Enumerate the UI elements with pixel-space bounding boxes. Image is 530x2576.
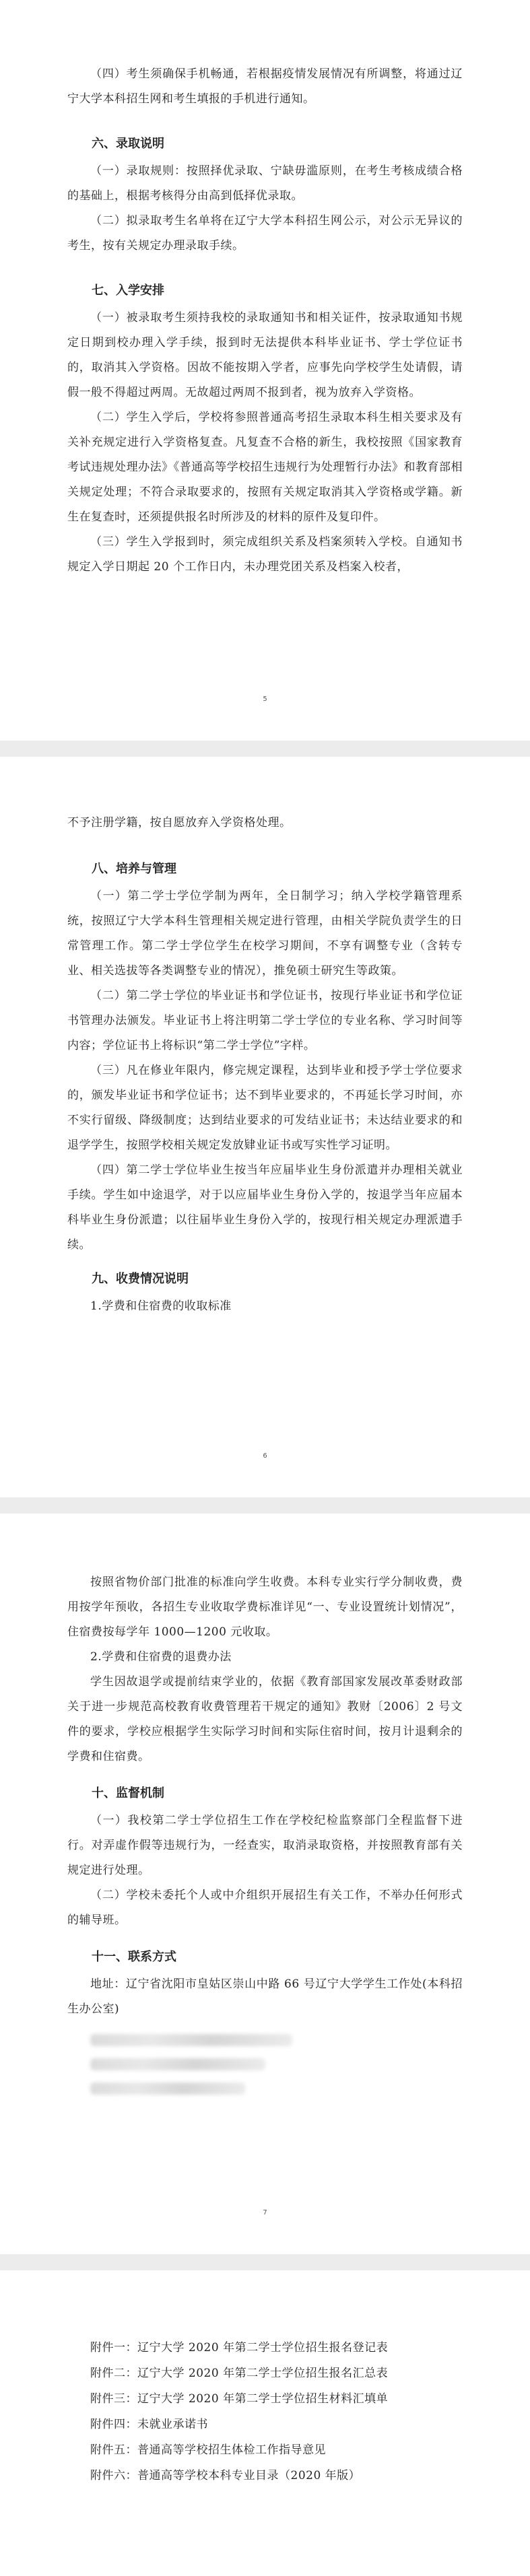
redacted-contact-line (90, 2058, 265, 2070)
paragraph-training-1: （一）第二学士学位学制为两年，全日制学习；纳入学校学籍管理系统，按照辽宁大学本科生管理相关规定进行管理，由相关学院负责学生的日常管理工作。第二学士学位学生在校学习期间，不享有调整专业（含转专业、相关选拔等各类调整专业的情况），推免硕士研究生等政策。 (67, 889, 463, 978)
section-title-contact: 十一、联系方式 (92, 1950, 176, 1964)
paragraph-enrollment-1: （一）被录取考生须持我校的录取通知书和相关证件，按录取通知书规定日期到校办理入学手续，报到时无法提供本科毕业证书、学士学位证书的，取消其入学资格。因故不能按期入学者，应事先向学校学生处请假，请假一般不得超过两周。无故超过两周不报到者，视为放弃入学资格。 (67, 311, 463, 399)
attachment-list (67, 2335, 463, 2488)
paragraph-training-4: （四）第二学士学位毕业生按当年应届毕业生身份派遣并办理相关就业手续。学生如中途退学，对于以应届毕业生身份入学的，按退学当年应届本科毕业生身份派遣；以往届毕业生身份入学的，按现行相关规定办理派遣手续。 (67, 1163, 463, 1252)
page-content (67, 62, 463, 580)
paragraph-admission-list: （二）拟录取考生名单将在辽宁大学本科招生网公示，对公示无异议的考生，按有关规定办理录取手续。 (67, 214, 463, 252)
section-title-training: 八、培养与管理 (92, 862, 176, 876)
paragraph-refund-title: 2.学费和住宿费的退费办法 (90, 1650, 232, 1664)
paragraph-supervision-1: （一）我校第二学士学位招生工作在学校纪检监察部门全程监督下进行。对弄虚作假等违规行为，一经查实，取消录取资格，并按照教育部有关规定进行处理。 (67, 1814, 463, 1877)
paragraph-enrollment-3: （三）学生入学报到时，须完成组织关系及档案须转入学校。自通知书规定入学日期起 20 个工作日内，未办理党团关系及档案入校者， (67, 535, 463, 574)
page-content (67, 811, 463, 1319)
document-page-6 (0, 757, 530, 1497)
redacted-contact-line (90, 2082, 245, 2095)
attachment-item: 附件二：辽宁大学 2020 年第二学士学位招生报名汇总表 (90, 2367, 389, 2380)
paragraph-continuation: 不予注册学籍，按自愿放弃入学资格处理。 (67, 816, 292, 829)
paragraph-training-2: （二）第二学士学位的毕业证书和学位证书，按现行毕业证书和学位证书管理办法颁发。毕业证书上将注明第二学士学位的专业名称、学习时间等内容；学位证书上将标识“第二学士学位”字样。 (67, 989, 463, 1052)
page-number: 7 (263, 2209, 267, 2216)
paragraph-enrollment-2: （二）学生入学后，学校将参照普通高考招生录取本科生相关要求及有关补充规定进行入学资格复查。凡复查不合格的新生，我校按照《国家教育考试违规处理办法》《普通高等学校招生违规行为处理暂行办法》和教育部相关规定处理；不符合录取要求的，按照有关规定取消其入学资格或学籍。新生在复查时，还须提供报名时所涉及的材料的原件及复印件。 (67, 411, 463, 524)
paragraph-refund-body: 学生因故退学或提前结束学业的，依据《教育部国家发展改革委财政部关于进一步规范高校教育收费管理若干规定的通知》教财〔2006〕2 号文件的要求，学校应根据学生实际学习时间和实际住宿时间，按月计退剩余的学费和住宿费。 (67, 1675, 463, 1763)
paragraph-contact-address: 地址：辽宁省沈阳市皇姑区崇山中路 66 号辽宁大学学生工作处(本科招生办公室) (67, 1977, 463, 2016)
paragraph-fee-standard: 1.学费和住宿费的收取标准 (90, 1299, 232, 1313)
redacted-contact-line (90, 2034, 292, 2046)
attachment-item: 附件五：普通高等学校招生体检工作指导意见 (90, 2443, 326, 2457)
paragraph-fee-standard-body: 按照省物价部门批准的标准向学生收费。本科专业实行学分制收费，费用按学年预收，各招生专业收取学费标准详见“一、专业设置统计划情况”，住宿费按每学年 1000—1200 元收取。 (67, 1575, 463, 1639)
attachment-item: 附件一：辽宁大学 2020 年第二学士学位招生报名登记表 (90, 2341, 389, 2354)
document-page-attachments (0, 2270, 530, 2576)
section-title-enrollment: 七、入学安排 (92, 283, 164, 298)
paragraph-admission-rules: （一）录取规则：按照择优录取、宁缺毋滥原则，在考生考核成绩合格的基础上，根据考核得分由高到低择优录取。 (67, 164, 463, 203)
section-title-fees: 九、收费情况说明 (92, 1272, 189, 1286)
attachment-item: 附件三：辽宁大学 2020 年第二学士学位招生材料汇填单 (90, 2392, 389, 2406)
section-title-admission-notes: 六、录取说明 (92, 137, 164, 151)
page-number: 6 (263, 1452, 267, 1460)
page-content (67, 1570, 463, 2107)
document-page-7 (0, 1514, 530, 2254)
section-title-supervision: 十、监督机制 (92, 1786, 164, 1800)
attachment-item: 附件六：普通高等学校本科专业目录（2020 年版） (90, 2469, 361, 2482)
paragraph-training-3: （三）凡在修业年限内，修完规定课程，达到毕业和授予学士学位要求的，颁发毕业证书和学位证书；达不到毕业要求的，不再延长学习时间，亦不实行留级、降级制度；达到结业要求的可发结业证书；未达结业要求的和退学学生，按照学校相关规定发放肄业证书或写实性学习证明。 (67, 1064, 463, 1152)
document-page-5 (0, 0, 530, 741)
paragraph-exam-phone: （四）考生须确保手机畅通，若根据疫情发展情况有所调整，将通过辽宁大学本科招生网和考生填报的手机进行通知。 (67, 67, 463, 106)
page-number: 5 (263, 696, 267, 703)
paragraph-supervision-2: （二）学校未委托个人或中介组织开展招生有关工作，不举办任何形式的辅导班。 (67, 1889, 463, 1927)
attachment-item: 附件四：未就业承诺书 (90, 2418, 208, 2431)
